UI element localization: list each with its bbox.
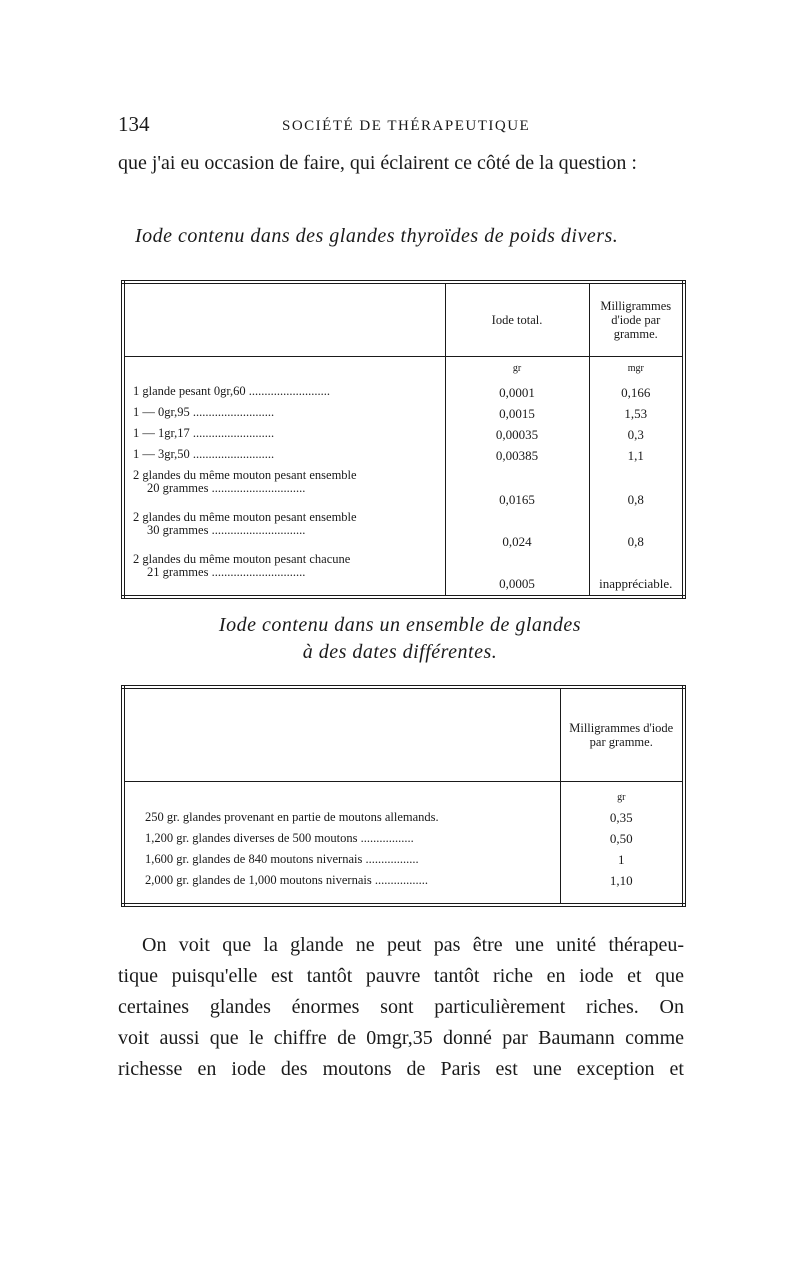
table1-unit-gr: gr bbox=[445, 357, 589, 386]
row-mg: inappréciable. bbox=[589, 553, 684, 597]
row-label: 1,200 gr. glandes diverses de 500 moutons ................. bbox=[145, 831, 414, 845]
body-paragraph bbox=[118, 930, 684, 1085]
row-label-line1: 2 glandes du même mouton pesant ensemble bbox=[133, 510, 357, 524]
table-row bbox=[123, 511, 684, 553]
table1-header-label bbox=[123, 282, 445, 357]
page-number: 134 bbox=[118, 112, 150, 136]
row-iodine: 0,024 bbox=[445, 511, 589, 553]
row-label bbox=[123, 469, 445, 511]
paragraph-line: tique puisqu'elle est tantôt pauvre tantôt riche en iode et que bbox=[118, 965, 684, 987]
intro-text: que j'ai eu occasion de faire, qui éclairent ce côté de la question : bbox=[118, 152, 637, 174]
row-label-line1: 2 glandes du même mouton pesant chacune bbox=[133, 552, 351, 566]
table-row bbox=[123, 852, 684, 873]
row-iodine: 0,0005 bbox=[445, 553, 589, 597]
row-label bbox=[123, 511, 445, 553]
row-iodine: 0,0001 bbox=[445, 385, 589, 406]
row-label-line1: 2 glandes du même mouton pesant ensemble bbox=[133, 468, 357, 482]
row-label-line2: 30 grammes .............................. bbox=[147, 523, 306, 537]
table1-unit-blank bbox=[123, 357, 445, 386]
table2-caption bbox=[180, 612, 620, 666]
paragraph-line: On voit que la glande ne peut pas être une unité thérapeu- bbox=[142, 934, 684, 956]
table-row bbox=[123, 448, 684, 469]
row-value: 0,35 bbox=[560, 810, 684, 831]
table-row bbox=[123, 427, 684, 448]
table1-header-total-iodine: Iode total. bbox=[445, 282, 589, 357]
row-iodine: 0,00385 bbox=[445, 448, 589, 469]
table2-header-label bbox=[123, 687, 560, 782]
row-iodine: 0,0165 bbox=[445, 469, 589, 511]
table-row bbox=[123, 469, 684, 511]
row-mg: 0,3 bbox=[589, 427, 684, 448]
table1-caption: Iode contenu dans des glandes thyroïdes de poids divers. bbox=[135, 225, 619, 247]
row-value: 0,50 bbox=[560, 831, 684, 852]
row-label: 1 — 3gr,50 .......................... bbox=[133, 447, 275, 461]
iodine-by-gland-set-table bbox=[121, 685, 686, 907]
running-title: SOCIÉTÉ DE THÉRAPEUTIQUE bbox=[282, 118, 531, 134]
row-label: 1 — 1gr,17 .......................... bbox=[133, 426, 275, 440]
row-mg: 0,8 bbox=[589, 469, 684, 511]
row-mg: 0,166 bbox=[589, 385, 684, 406]
table2-caption-line2: à des dates différentes. bbox=[302, 641, 498, 663]
row-mg: 0,8 bbox=[589, 511, 684, 553]
row-mg: 1,1 bbox=[589, 448, 684, 469]
row-label: 1,600 gr. glandes de 840 moutons nivernais ................. bbox=[145, 852, 419, 866]
table-row bbox=[123, 553, 684, 597]
table-row bbox=[123, 831, 684, 852]
row-iodine: 0,0015 bbox=[445, 406, 589, 427]
row-label: 1 — 0gr,95 .......................... bbox=[133, 405, 275, 419]
table-row bbox=[123, 406, 684, 427]
iodine-by-gland-weight-table bbox=[121, 280, 686, 599]
row-label: 1 glande pesant 0gr,60 .......................... bbox=[133, 384, 331, 398]
table1-unit-mgr: mgr bbox=[589, 357, 684, 386]
row-mg: 1,53 bbox=[589, 406, 684, 427]
table1-header-mg-per-gram: Milligrammes d'iode par gramme. bbox=[589, 282, 684, 357]
table-row bbox=[123, 873, 684, 905]
table2-caption-line1: Iode contenu dans un ensemble de glandes bbox=[218, 614, 582, 636]
table2-unit-blank bbox=[123, 782, 560, 811]
row-iodine: 0,00035 bbox=[445, 427, 589, 448]
table2-unit-gr: gr bbox=[560, 782, 684, 811]
row-label-line2: 20 grammes .............................. bbox=[147, 481, 306, 495]
row-label bbox=[123, 553, 445, 597]
paragraph-line: richesse en iode des moutons de Paris est une exception et bbox=[118, 1058, 684, 1080]
table2-header-mg-per-gram: Milligrammes d'iode par gramme. bbox=[560, 687, 684, 782]
row-label: 250 gr. glandes provenant en partie de moutons allemands. bbox=[145, 810, 439, 824]
paragraph-line: voit aussi que le chiffre de 0mgr,35 donné par Baumann comme bbox=[118, 1027, 684, 1049]
paragraph-line: certaines glandes énormes sont particulièrement riches. On bbox=[118, 996, 684, 1018]
row-value: 1,10 bbox=[560, 873, 684, 905]
row-label: 2,000 gr. glandes de 1,000 moutons nivernais ................. bbox=[145, 873, 428, 887]
row-value: 1 bbox=[560, 852, 684, 873]
row-label-line2: 21 grammes .............................. bbox=[147, 565, 306, 579]
table-row bbox=[123, 385, 684, 406]
table-row bbox=[123, 810, 684, 831]
